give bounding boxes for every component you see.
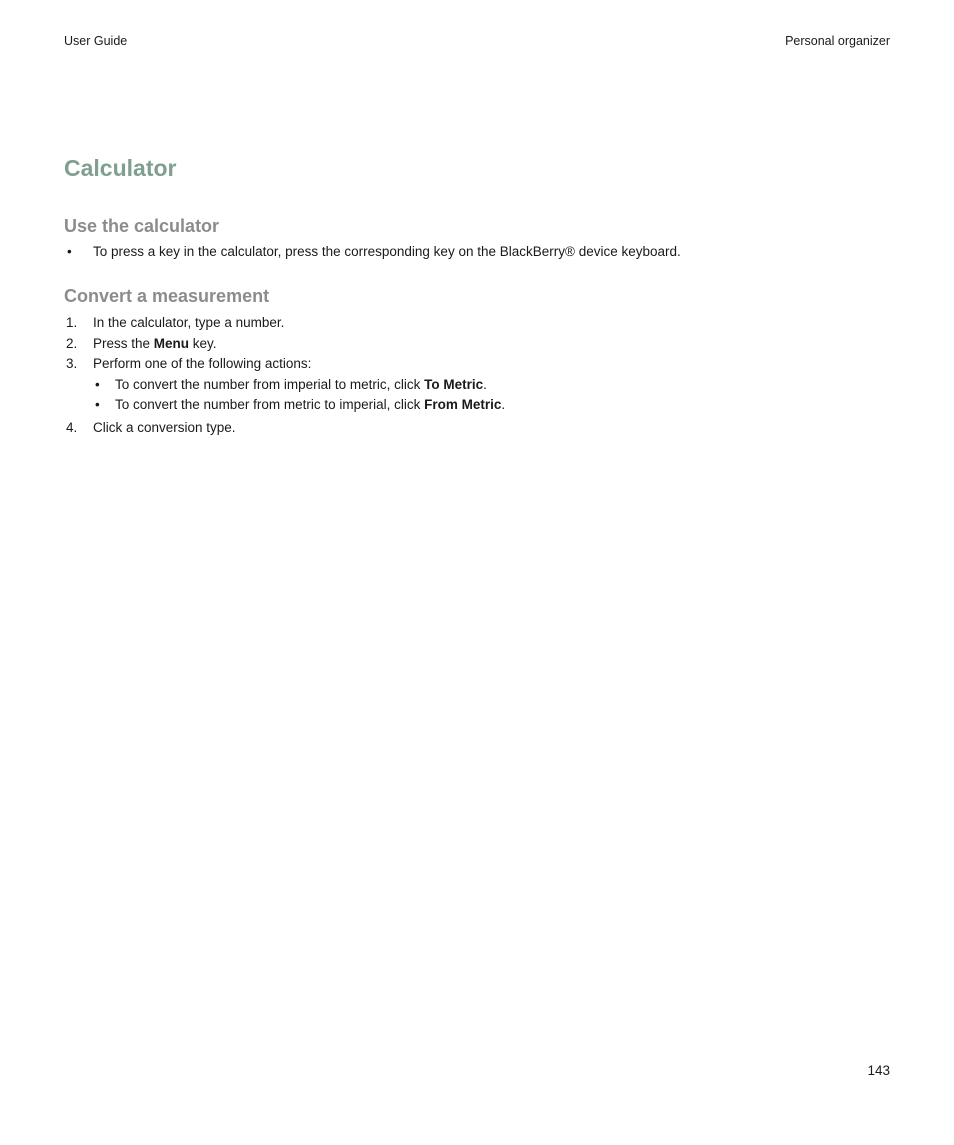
list-item	[64, 242, 890, 262]
sub-item-text-prefix: To convert the number from imperial to metric, click	[115, 376, 425, 392]
sub-item-text-prefix: To convert the number from metric to imperial, click	[115, 396, 425, 412]
step-item	[64, 354, 890, 415]
step-text-suffix: key.	[189, 335, 217, 351]
header-chapter-title: Personal organizer	[785, 34, 890, 48]
ui-term-from-metric: From Metric	[424, 396, 502, 412]
page-header	[64, 33, 890, 49]
section-convert-measurement	[64, 284, 890, 438]
step-text: Click a conversion type.	[93, 419, 236, 435]
section-heading: Use the calculator	[64, 216, 220, 236]
sub-item-text-suffix: .	[501, 396, 506, 412]
header-doc-title: User Guide	[64, 34, 128, 48]
bullet-list	[64, 242, 890, 262]
bullet-marker: •	[95, 396, 100, 412]
step-text-prefix: Press the	[93, 335, 154, 351]
bullet-marker: •	[95, 376, 100, 392]
step-number: 1.	[66, 315, 78, 330]
step-number: 2.	[66, 335, 78, 351]
step-number: 3.	[66, 356, 78, 371]
steps-list	[64, 313, 890, 438]
ui-term-to-metric: To Metric	[424, 376, 484, 392]
step-text: Perform one of the following actions:	[93, 356, 312, 371]
list-item-text: To press a key in the calculator, press the corresponding key on the BlackBerry® device keyboard.	[93, 244, 681, 259]
step-item	[64, 313, 890, 334]
sub-list-item	[93, 375, 890, 395]
ui-term-menu-key: Menu	[153, 335, 190, 351]
bullet-marker: •	[67, 244, 72, 259]
section-use-calculator	[64, 214, 890, 262]
step-item	[64, 418, 890, 439]
sub-item-text-suffix: .	[483, 376, 487, 392]
page-title: Calculator	[64, 155, 177, 181]
step-text: In the calculator, type a number.	[93, 315, 285, 330]
step-item	[64, 334, 890, 355]
sub-bullet-list	[93, 375, 890, 415]
section-heading: Convert a measurement	[64, 286, 270, 306]
page-number: 143	[867, 1063, 890, 1078]
page-content	[64, 150, 890, 438]
step-number: 4.	[66, 419, 78, 435]
sub-list-item	[93, 395, 890, 415]
